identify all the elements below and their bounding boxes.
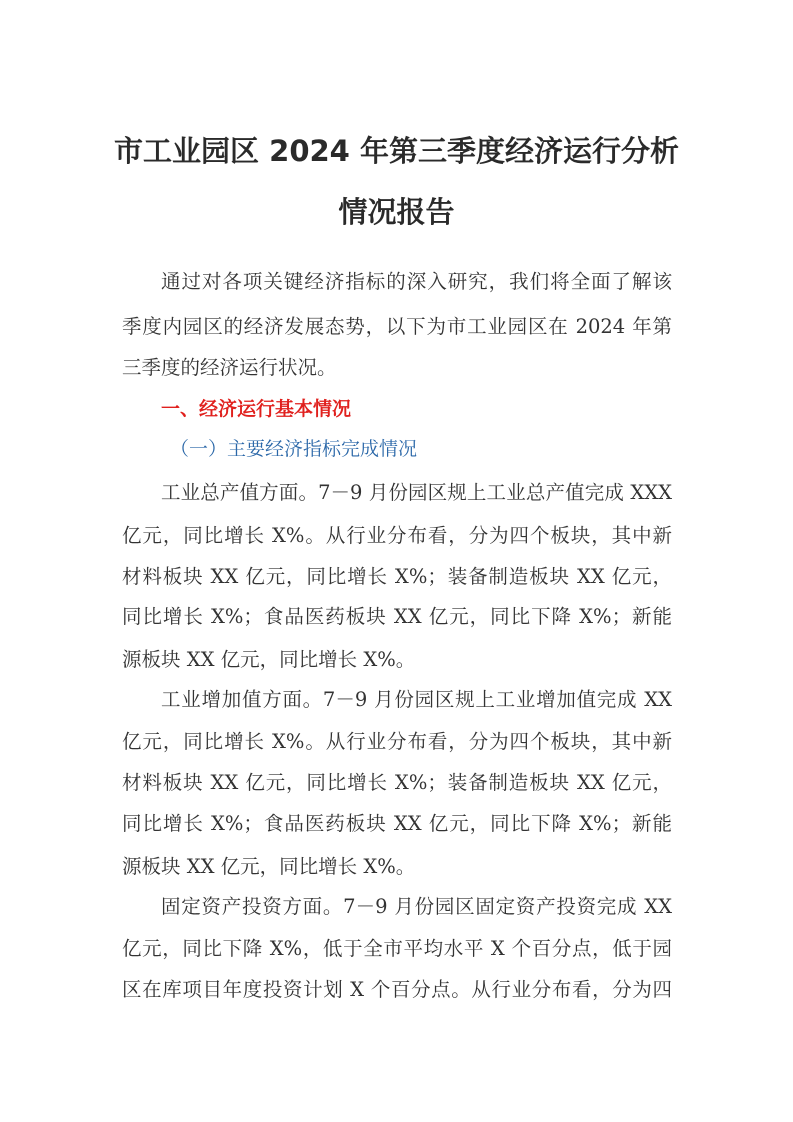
investment-para-line-3: 区在库项目年度投资计划 X 个百分点。从行业分布看，分为四 [122,978,672,1001]
intro-line-1: 通过对各项关键经济指标的深入研究，我们将全面了解该 [161,270,672,293]
document-title-line-2: 情况报告 [338,195,455,229]
output-para-line-5: 源板块 XX 亿元，同比增长 X%。 [122,648,416,671]
subsection-heading-1: （一）主要经济指标完成情况 [170,438,418,460]
added-value-para-line-3: 材料板块 XX 亿元，同比增长 X%；装备制造板块 XX 亿元， [122,771,672,794]
output-para-line-1: 工业总产值方面。7－9 月份园区规上工业总产值完成 XXX [161,481,672,504]
document-title-line-1: 市工业园区 2024 年第三季度经济运行分析 [114,134,679,168]
added-value-para-line-5: 源板块 XX 亿元，同比增长 X%。 [122,855,416,878]
added-value-para-line-4: 同比增长 X%；食品医药板块 XX 亿元，同比下降 X%；新能 [122,812,672,835]
investment-para-line-2: 亿元，同比下降 X%，低于全市平均水平 X 个百分点，低于园 [122,937,672,960]
intro-line-2: 季度内园区的经济发展态势，以下为市工业园区在 2024 年第 [122,315,672,338]
intro-line-3: 三季度的经济运行状况。 [122,356,337,379]
output-para-line-3: 材料板块 XX 亿元，同比增长 X%；装备制造板块 XX 亿元， [122,565,672,588]
output-para-line-2: 亿元，同比增长 X%。从行业分布看，分为四个板块，其中新 [122,524,672,547]
added-value-para-line-2: 亿元，同比增长 X%。从行业分布看，分为四个板块，其中新 [122,730,672,753]
added-value-para-line-1: 工业增加值方面。7－9 月份园区规上工业增加值完成 XX [161,688,672,711]
section-heading-1: 一、经济运行基本情况 [161,398,352,420]
investment-para-line-1: 固定资产投资方面。7－9 月份园区固定资产投资完成 XX [161,895,672,918]
output-para-line-4: 同比增长 X%；食品医药板块 XX 亿元，同比下降 X%；新能 [122,605,672,628]
